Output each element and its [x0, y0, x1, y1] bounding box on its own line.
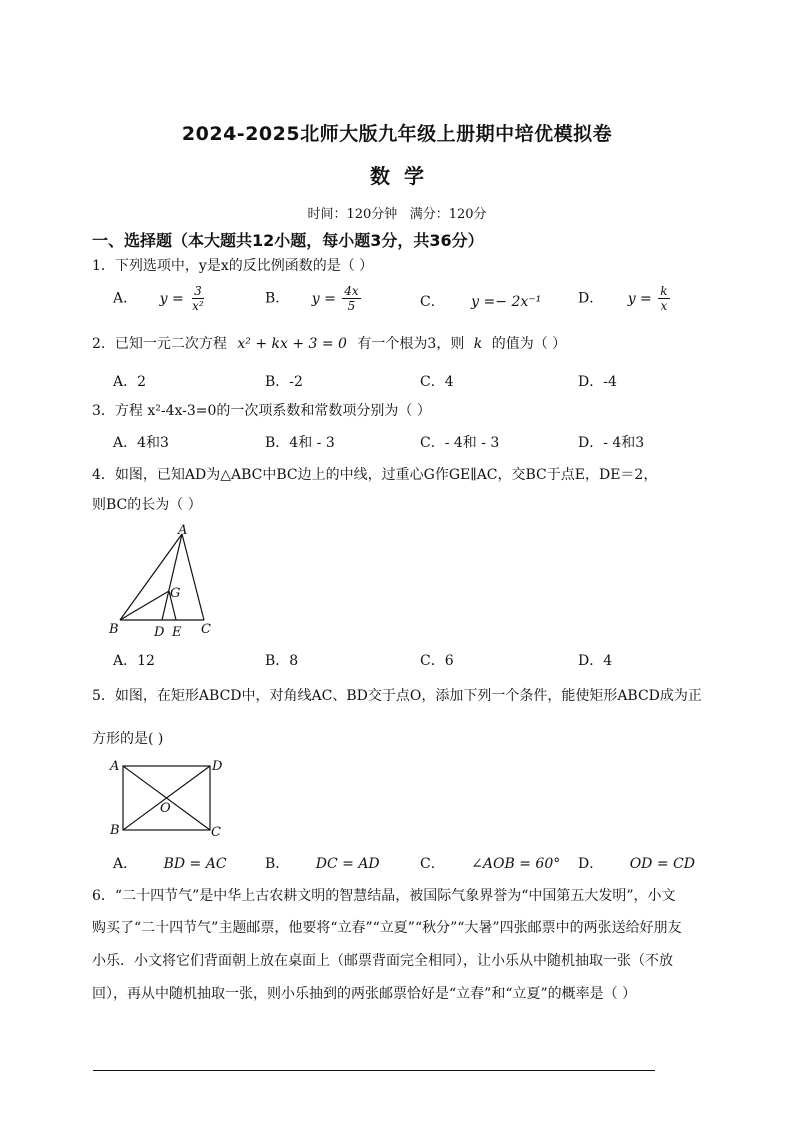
q5-rectangle-figure — [100, 756, 230, 840]
q2-stem-b: 有一个根为3，则 — [357, 336, 465, 352]
q3-option-c: C．- 4和 - 3 — [420, 435, 500, 451]
q4-option-b: B．8 — [265, 653, 299, 669]
q2-equation: x² + kx + 3 = 0 — [237, 336, 347, 352]
q2-stem-a: 2．已知一元二次方程 — [92, 336, 227, 352]
q3-option-d: D．- 4和3 — [578, 435, 645, 451]
q1-a-num: 3 — [194, 284, 202, 298]
q4-label-c: C — [201, 622, 211, 637]
q4-label-a: A — [178, 523, 188, 538]
q1-b-lhs: y = — [311, 290, 336, 307]
q5-a-label: A． — [113, 856, 138, 872]
q1-b-den: 5 — [347, 299, 356, 313]
q1-stem: 1．下列选项中，y是x的反比例函数的是（ ） — [92, 258, 374, 274]
q4-stem-line1: 4．如图，已知AD为△ABC中BC边上的中线，过重心G作GE∥AC，交BC于点E，DE＝2， — [92, 467, 658, 483]
q2-option-a: A．2 — [113, 374, 147, 390]
q1-b-fraction — [342, 284, 360, 313]
q1-a-den: x² — [192, 299, 204, 313]
q1-option-d — [578, 284, 672, 313]
q4-label-e: E — [172, 625, 182, 640]
q4-label-g: G — [170, 586, 181, 601]
q3-option-a: A．4和3 — [113, 435, 169, 451]
q1-b-label: B． — [265, 290, 290, 307]
q1-b-num: 4x — [344, 284, 359, 298]
q3-stem: 3．方程 x²-4x-3=0的一次项系数和常数项分别为（ ） — [92, 403, 431, 419]
q4-option-c: C．6 — [420, 653, 454, 669]
q5-option-d — [578, 853, 695, 873]
q1-d-label: D． — [578, 290, 604, 307]
q4-label-d: D — [154, 625, 165, 640]
q1-d-num: k — [660, 284, 668, 298]
q5-option-b — [265, 853, 380, 873]
q6-line4: 回），再从中随机抽取一张，则小乐抽到的两张邮票恰好是“立春”和“立夏”的概率是（ ） — [92, 986, 637, 1002]
q1-d-lhs: y = — [627, 290, 652, 307]
q5-label-d: D — [212, 759, 223, 774]
q4-edge-ac — [182, 534, 204, 620]
q5-option-a — [113, 853, 227, 873]
paper-title: 2024-2025北师大版九年级上册期中培优模拟卷 — [181, 123, 613, 145]
q2-option-d: D．-4 — [578, 374, 617, 390]
q5-option-c — [420, 853, 560, 873]
q5-d-expr: OD = CD — [629, 856, 695, 872]
q1-c-expr: y =− 2x⁻¹ — [471, 294, 542, 310]
q2-stem — [92, 333, 566, 353]
q3-option-b: B．4和 - 3 — [265, 435, 335, 451]
q2-k: k — [473, 336, 483, 352]
q6-line3: 小乐．小文将它们背面朝上放在桌面上（邮票背面完全相同），让小乐从中随机抽取一张（不放 — [92, 953, 673, 969]
q2-stem-c: 的值为（ ） — [491, 336, 567, 352]
q4-label-b: B — [109, 622, 119, 637]
q5-stem-line2: 方形的是( ) — [92, 731, 164, 747]
q6-line1: 6．“二十四节气”是中华上古农耕文明的智慧结晶，被国际气象界誉为“中国第五大发明”，小文 — [92, 888, 676, 904]
q1-a-lhs: y = — [159, 290, 184, 307]
q5-a-expr: BD = AC — [163, 856, 227, 872]
footer-divider — [93, 1070, 655, 1071]
q1-a-fraction — [190, 284, 206, 313]
q5-b-label: B． — [265, 856, 290, 872]
q5-label-o: O — [160, 801, 171, 816]
q5-stem-line1: 5．如图，在矩形ABCD中，对角线AC、BD交于点O，添加下列一个条件，能使矩形ABCD成为正 — [92, 688, 702, 704]
q5-d-label: D． — [578, 856, 604, 872]
q1-d-den: x — [660, 299, 668, 313]
q5-label-c: C — [211, 825, 221, 840]
q4-triangle-figure — [100, 520, 230, 642]
q2-option-b: B．-2 — [265, 374, 303, 390]
q4-segment-bg — [120, 591, 169, 620]
subject-heading: 数 学 — [370, 164, 424, 188]
q4-stem-line2: 则BC的长为（ ） — [92, 497, 202, 513]
q5-b-expr: DC = AD — [315, 856, 380, 872]
q5-c-expr: ∠AOB = 60° — [471, 856, 561, 872]
q1-a-label: A． — [113, 290, 138, 307]
q6-line2: 购买了“二十四节气”主题邮票，他要将“立春”“立夏”“秋分”“大暑”四张邮票中的两张送给好朋友 — [92, 920, 682, 936]
q5-c-label: C． — [420, 856, 445, 872]
q5-label-a: A — [110, 759, 120, 774]
q1-c-label: C． — [420, 294, 445, 310]
q1-option-b — [265, 284, 363, 313]
q1-option-a — [113, 284, 208, 313]
section-heading: 一、选择题（本大题共12小题，每小题3分，共36分） — [92, 231, 484, 250]
q4-option-d: D．4 — [578, 653, 613, 669]
q2-option-c: C．4 — [420, 374, 454, 390]
q1-option-c — [420, 291, 541, 311]
q4-option-a: A．12 — [113, 653, 155, 669]
q5-label-b: B — [110, 823, 120, 838]
q1-d-fraction — [658, 284, 669, 313]
time-score-line: 时间：120分钟 满分：120分 — [307, 207, 487, 222]
